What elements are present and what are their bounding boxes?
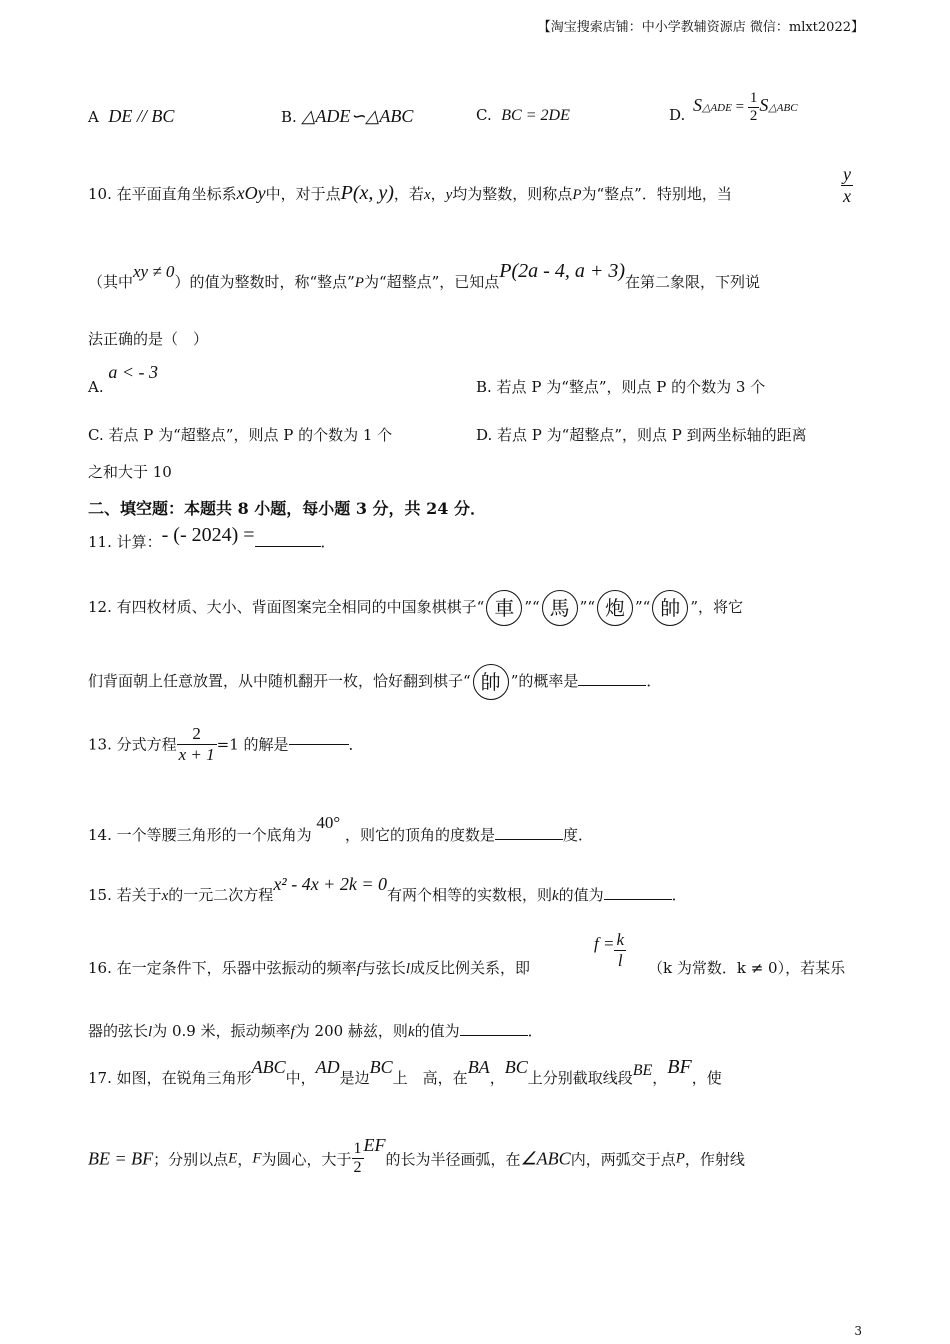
q10-option-d: D. 若点 P 为“超整点”，则点 P 到两坐标轴的距离 bbox=[476, 426, 807, 444]
text: 15. 若关于 bbox=[88, 886, 162, 904]
text: 为 200 赫兹，则 bbox=[294, 1022, 408, 1040]
text: ）的值为整数时，称“整点” bbox=[174, 273, 355, 291]
text: ，使 bbox=[691, 1069, 722, 1087]
text: ． bbox=[527, 1022, 543, 1040]
q10-fraction bbox=[841, 164, 853, 206]
text: 的概率是 bbox=[518, 672, 579, 690]
fraction bbox=[177, 724, 217, 764]
quote: “ bbox=[642, 598, 651, 616]
math: P(2a - 4, a + 3) bbox=[499, 260, 625, 282]
math: l bbox=[148, 1024, 153, 1040]
text: 17. 如图，在锐角三角形 bbox=[88, 1069, 252, 1087]
option-label: A. bbox=[88, 378, 104, 396]
text: 为“整点”．特别地，当 bbox=[581, 185, 732, 203]
math: BC bbox=[369, 1057, 393, 1077]
equals-sign: = bbox=[735, 99, 745, 116]
q9-option-c bbox=[476, 106, 570, 125]
text: 上 高，在 bbox=[392, 1069, 468, 1087]
math: k bbox=[551, 888, 559, 904]
answer-blank bbox=[289, 743, 349, 745]
answer-blank bbox=[604, 898, 672, 900]
option-expression: a < - 3 bbox=[108, 362, 159, 382]
text: 在第二象限，下列说 bbox=[625, 273, 761, 291]
option-label: B. bbox=[281, 108, 297, 126]
math: xy ≠ 0 bbox=[133, 262, 175, 281]
text: 中，对于点 bbox=[265, 185, 341, 203]
subscript: △ADE bbox=[702, 102, 732, 115]
math: - (- 2024) = bbox=[161, 524, 255, 546]
answer-blank bbox=[460, 1034, 528, 1036]
math: P bbox=[354, 275, 364, 291]
text: 有两个相等的实数根，则 bbox=[386, 886, 552, 904]
q16-formula bbox=[594, 930, 626, 970]
option-expression: BC = 2DE bbox=[501, 107, 570, 124]
text: ，作射线 bbox=[684, 1150, 745, 1169]
math: f = bbox=[594, 933, 615, 953]
q12-line-1 bbox=[88, 590, 743, 626]
quote: “ bbox=[587, 598, 595, 616]
q17-line-2 bbox=[88, 1134, 745, 1178]
denominator: x + 1 bbox=[178, 744, 215, 764]
text: ，将它 bbox=[698, 598, 744, 616]
quote: “ bbox=[531, 598, 540, 616]
q10-option-b: B. 若点 P 为“整点”，则点 P 的个数为 3 个 bbox=[476, 378, 766, 396]
chess-piece-shuai: 帥 bbox=[652, 590, 688, 626]
q10-option-a bbox=[88, 362, 159, 396]
q16-line-2 bbox=[88, 1020, 543, 1041]
text: ， bbox=[489, 1069, 505, 1087]
section-title: 二、填空题：本题共 8 小题，每小题 3 分，共 24 分． bbox=[88, 499, 486, 518]
denominator: 2 bbox=[353, 1159, 362, 1177]
subscript: △ABC bbox=[768, 102, 798, 115]
text: ． bbox=[320, 533, 336, 551]
q16-line-1 bbox=[88, 957, 530, 978]
text: 为 0.9 米，振动频率 bbox=[152, 1022, 291, 1040]
text: 度． bbox=[563, 826, 594, 844]
text: 为“超整点”，已知点 bbox=[363, 273, 500, 291]
math: BA bbox=[467, 1057, 490, 1077]
text: 均为整数，则称点 bbox=[452, 185, 573, 203]
text: 上分别截取线段 bbox=[527, 1069, 633, 1087]
option-label: A bbox=[88, 108, 99, 126]
text: 10. 在平面直角坐标系 bbox=[88, 185, 237, 203]
text: ， bbox=[652, 1069, 668, 1087]
math: BF bbox=[667, 1056, 692, 1078]
text: ， bbox=[237, 1150, 253, 1169]
denominator: 2 bbox=[749, 108, 758, 125]
math: F bbox=[252, 1150, 262, 1167]
area-symbol: S bbox=[759, 95, 769, 116]
text: 成反比例关系，即 bbox=[409, 959, 530, 977]
text: 的长为半径画弧，在 bbox=[385, 1150, 521, 1169]
text: 13. 分式方程 bbox=[88, 735, 177, 754]
quote: ” bbox=[579, 598, 588, 616]
text: 的值为 bbox=[558, 886, 604, 904]
chess-piece-pao: 炮 bbox=[597, 590, 633, 626]
text: 与弦长 bbox=[360, 959, 406, 977]
math: P(x, y) bbox=[340, 182, 394, 204]
math: l bbox=[405, 961, 410, 977]
math: AD bbox=[315, 1057, 340, 1077]
q16-condition: （k 为常数．k ≠ 0），若某乐 bbox=[648, 959, 846, 977]
quote: ” bbox=[690, 598, 699, 616]
option-expression bbox=[693, 90, 798, 126]
option-label: C. bbox=[476, 106, 492, 124]
math: xOy bbox=[236, 183, 266, 203]
text: ． bbox=[348, 735, 364, 754]
question-15 bbox=[88, 874, 687, 905]
math: 40° bbox=[316, 813, 341, 832]
question-13 bbox=[88, 724, 364, 764]
text: 12. 有四枚材质、大小、背面图案完全相同的中国象棋棋子 bbox=[88, 598, 477, 616]
text: 内，两弧交于点 bbox=[570, 1150, 676, 1169]
math: BE = BF bbox=[88, 1148, 154, 1169]
answer-blank bbox=[578, 684, 646, 686]
area-symbol: S bbox=[693, 95, 702, 116]
denominator: l bbox=[617, 950, 623, 970]
page-number: 3 bbox=[854, 1324, 862, 1338]
q12-line-2 bbox=[88, 664, 661, 700]
numerator: 1 bbox=[748, 90, 760, 108]
chess-piece-shuai: 帥 bbox=[473, 664, 509, 700]
text: ；分别以点 bbox=[153, 1150, 229, 1169]
quote: ” bbox=[635, 598, 643, 616]
text: ，若 bbox=[393, 185, 424, 203]
numerator: 2 bbox=[177, 724, 217, 745]
math: x² - 4x + 2k = 0 bbox=[273, 874, 387, 894]
math: f bbox=[290, 1024, 295, 1040]
q10-option-d-continued: 之和大于 10 bbox=[88, 463, 172, 481]
quote: “ bbox=[476, 598, 485, 616]
math: E bbox=[228, 1150, 238, 1167]
denominator: x bbox=[843, 185, 851, 206]
math: x bbox=[423, 187, 431, 203]
text: 的值为 bbox=[414, 1022, 460, 1040]
fraction bbox=[748, 90, 760, 126]
q9-option-a bbox=[88, 106, 174, 127]
text: （其中 bbox=[88, 273, 134, 291]
question-11 bbox=[88, 524, 336, 553]
option-expression: △ADE∽△ABC bbox=[301, 106, 414, 126]
numerator: k bbox=[616, 930, 624, 949]
text: ， bbox=[430, 185, 446, 203]
chess-piece-ma: 馬 bbox=[542, 590, 578, 626]
quote: “ bbox=[463, 672, 471, 690]
text: ． bbox=[646, 672, 662, 690]
text: ，则它的顶角的度数是 bbox=[345, 826, 496, 844]
text: ． bbox=[671, 886, 687, 904]
numerator: y bbox=[843, 164, 851, 184]
question-14 bbox=[88, 813, 594, 845]
answer-blank bbox=[255, 545, 321, 547]
answer-blank bbox=[495, 838, 563, 840]
math: ABC bbox=[251, 1057, 286, 1077]
numerator: 1 bbox=[352, 1140, 364, 1159]
text: 的一元二次方程 bbox=[168, 886, 274, 904]
q10-line-1 bbox=[88, 182, 732, 205]
option-expression: DE // BC bbox=[108, 106, 175, 126]
math: f bbox=[356, 961, 361, 977]
text: 为圆心，大于 bbox=[261, 1150, 352, 1169]
text: 器的弦长 bbox=[88, 1022, 149, 1040]
text: 16. 在一定条件下，乐器中弦振动的频率 bbox=[88, 959, 357, 977]
quote: ” bbox=[524, 598, 532, 616]
option-label: D. bbox=[669, 106, 686, 124]
chess-piece-ju: 車 bbox=[486, 590, 522, 626]
math: ∠ABC bbox=[520, 1148, 571, 1169]
math: BE bbox=[632, 1062, 653, 1079]
math: BC bbox=[504, 1057, 528, 1077]
math: y bbox=[445, 187, 453, 203]
math: EF bbox=[363, 1134, 386, 1155]
q10-line-2 bbox=[88, 260, 761, 293]
q10-option-c: C. 若点 P 为“超整点”，则点 P 的个数为 1 个 bbox=[88, 426, 393, 444]
text: 中， bbox=[285, 1069, 316, 1087]
math: P bbox=[675, 1150, 685, 1167]
fraction bbox=[614, 930, 626, 970]
math: P bbox=[572, 187, 582, 203]
quote: ” bbox=[510, 672, 519, 690]
q9-option-b bbox=[281, 106, 413, 127]
header-banner: 【淘宝搜索店铺：中小学教辅资源店 微信：mlxt2022】 bbox=[537, 20, 864, 35]
q17-line-1 bbox=[88, 1056, 722, 1089]
math: k bbox=[407, 1024, 415, 1040]
math: x bbox=[161, 888, 169, 904]
text: 14. 一个等腰三角形的一个底角为 bbox=[88, 826, 312, 844]
text: =1 的解是 bbox=[216, 735, 289, 754]
q10-line-3: 法正确的是（ ） bbox=[88, 330, 209, 348]
text: 11. 计算： bbox=[88, 533, 162, 551]
text: 们背面朝上任意放置，从中随机翻开一枚，恰好翻到棋子 bbox=[88, 672, 464, 690]
text: 是边 bbox=[339, 1069, 370, 1087]
fraction bbox=[352, 1140, 364, 1178]
